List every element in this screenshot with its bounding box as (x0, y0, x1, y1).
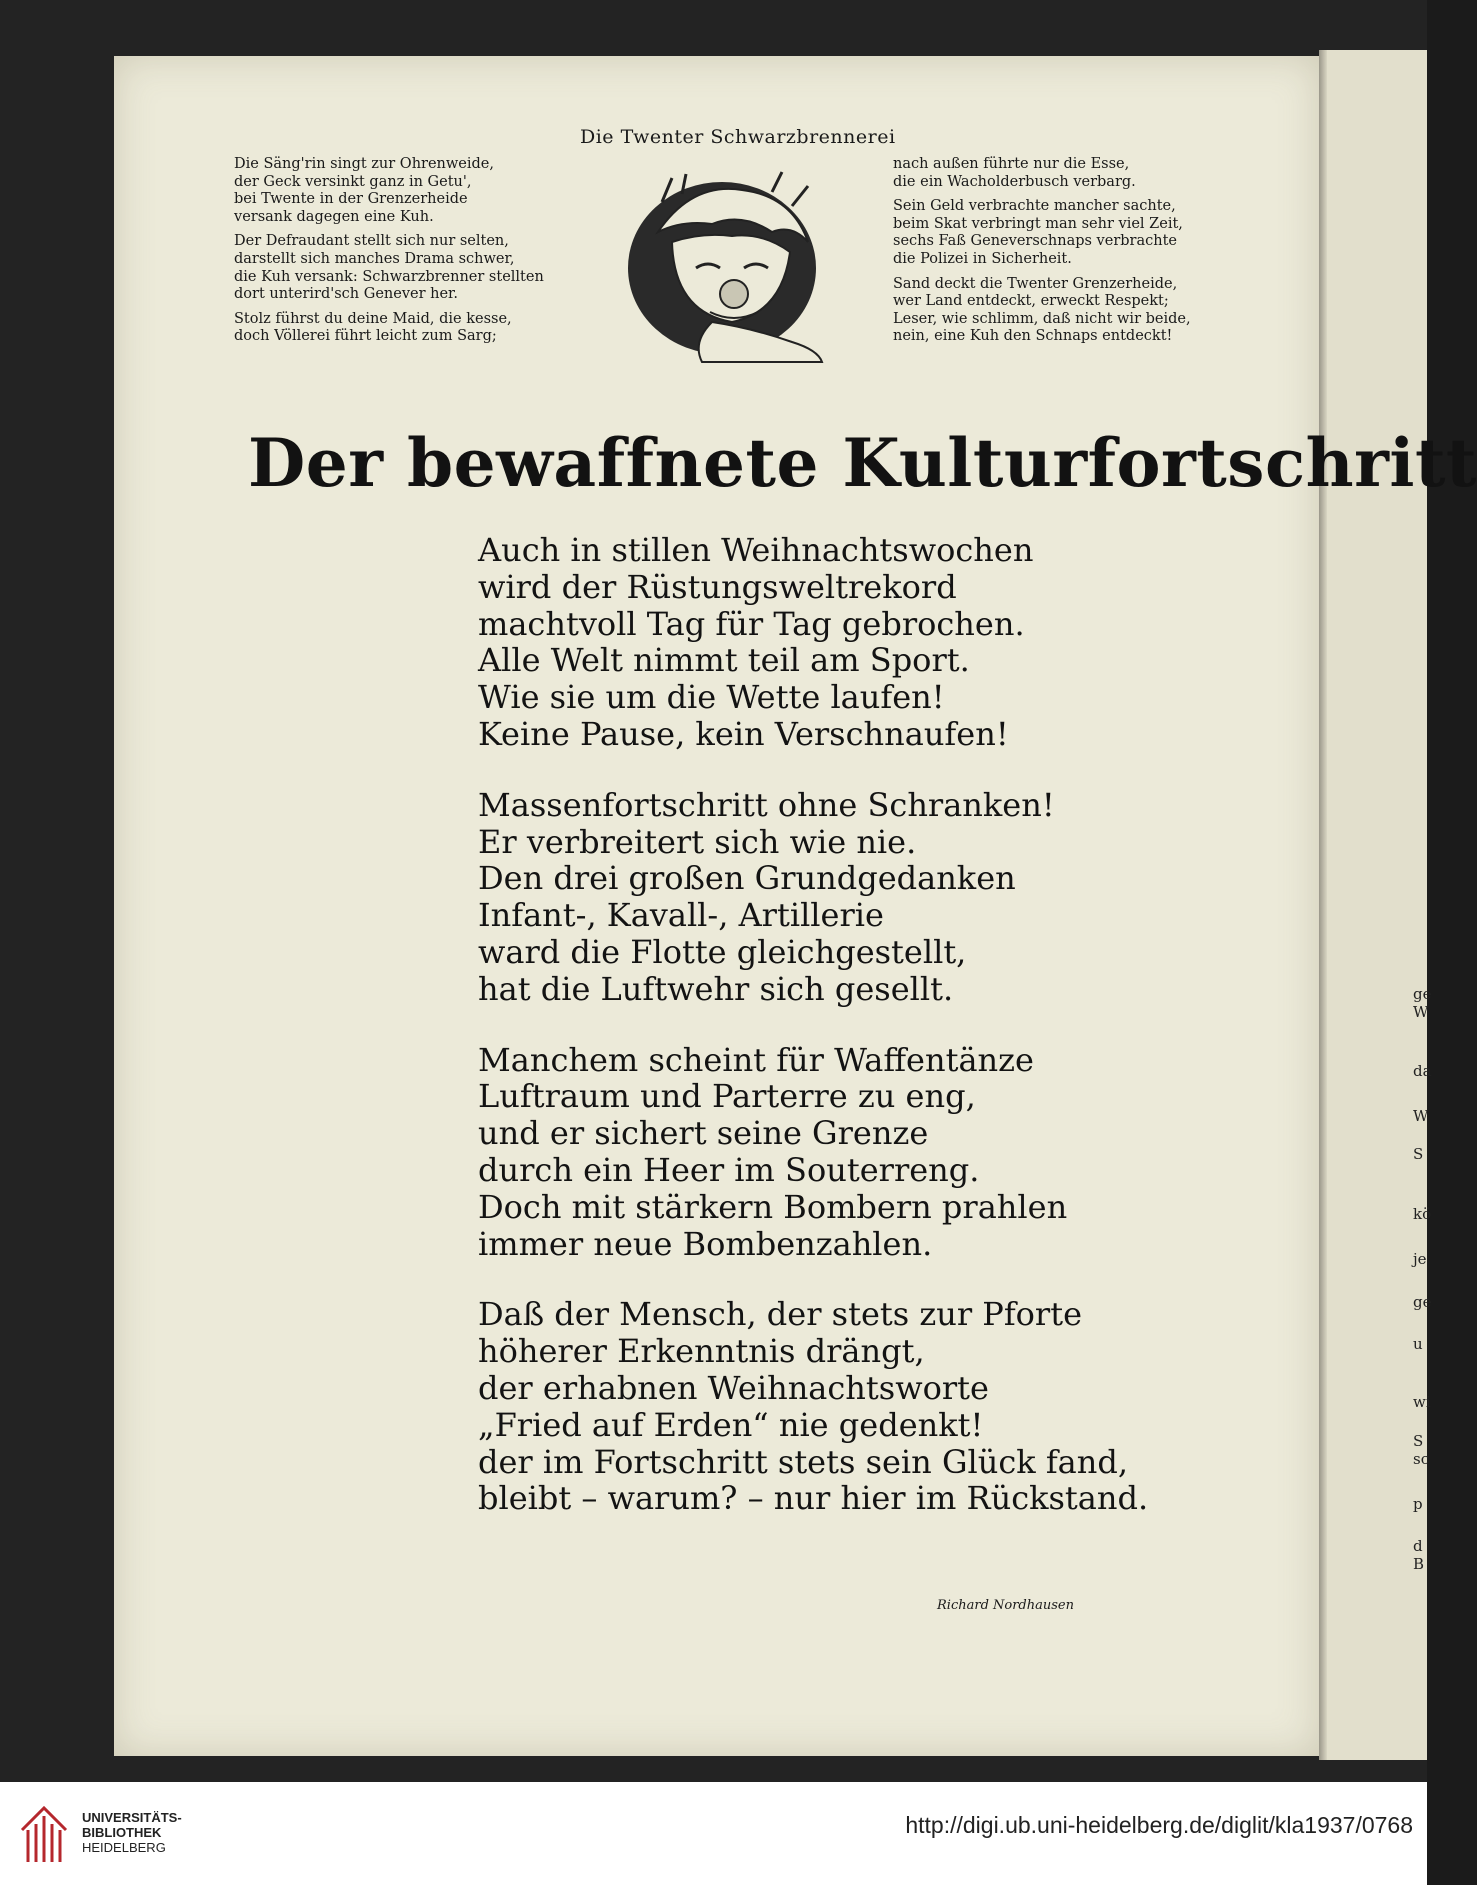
edge-text-fragment: W (1413, 1003, 1429, 1021)
author-signature: Richard Nordhausen (937, 1598, 1074, 1613)
poem-line: machtvoll Tag für Tag gebrochen. (478, 604, 1025, 643)
book-gutter (1319, 50, 1327, 1760)
poem-line: Infant-, Kavall-, Artillerie (478, 896, 884, 935)
poem-line: Keine Pause, kein Verschnaufen! (478, 714, 1009, 753)
poem-body (478, 532, 1148, 1551)
poem-line: Doch mit stärkern Bombern prahlen (478, 1187, 1068, 1226)
poem-line: Den drei großen Grundgedanken (478, 859, 1016, 898)
verse-stanza: Stolz führst du deine Maid, die kesse, doch Völlerei führt leicht zum Sarg; (234, 310, 512, 345)
poem-title: Der bewaffnete Kulturfortschritt (248, 424, 1477, 502)
poem-line: immer neue Bombenzahlen. (478, 1224, 933, 1263)
next-page-edge (1319, 50, 1430, 1760)
edge-text-fragment: ge (1413, 1293, 1432, 1311)
poem-line: Er verbreitert sich wie nie. (478, 822, 917, 861)
poem-stanza (478, 1296, 1148, 1517)
article-small-title: Die Twenter Schwarzbrennerei (580, 126, 896, 148)
edge-text-fragment: p (1413, 1495, 1423, 1513)
university-library-logo-icon (14, 1800, 74, 1870)
poem-stanza (478, 532, 1148, 753)
poem-line: der im Fortschritt stets sein Glück fand, (478, 1442, 1129, 1481)
poem-line: bleibt – warum? – nur hier im Rückstand. (478, 1479, 1149, 1518)
right-verse-column (893, 156, 1191, 353)
edge-text-fragment: je (1413, 1250, 1427, 1268)
poem-line: durch ein Heer im Souterreng. (478, 1150, 980, 1189)
poem-line: wird der Rüstungsweltrekord (478, 567, 957, 606)
poem-line: der erhabnen Weihnachtsworte (478, 1368, 989, 1407)
caricature-illustration (622, 172, 836, 364)
edge-text-fragment: ge (1413, 985, 1432, 1003)
edge-text-fragment: kö (1413, 1205, 1432, 1223)
edge-text-fragment: W (1413, 1107, 1429, 1125)
edge-text-fragment: wi (1413, 1393, 1431, 1411)
poem-line: Massenfortschritt ohne Schranken! (478, 785, 1055, 824)
edge-text-fragment: B (1413, 1555, 1425, 1573)
poem-line: und er sichert seine Grenze (478, 1114, 929, 1153)
poem-line: „Fried auf Erden“ nie gedenkt! (478, 1405, 984, 1444)
edge-text-fragment: da (1413, 1062, 1432, 1080)
edge-text-fragment: sc (1413, 1450, 1430, 1468)
poem-line: hat die Luftwehr sich gesellt. (478, 969, 954, 1008)
left-verse-column (234, 156, 544, 353)
edge-text-fragment: S (1413, 1432, 1424, 1450)
verse-stanza: Die Säng'rin singt zur Ohrenweide, der Geck versinkt ganz in Getu', bei Twente in der Grenzerheide versank dagegen eine Kuh. (234, 156, 494, 225)
poem-line: Manchem scheint für Waffentänze (478, 1040, 1034, 1079)
poem-stanza (478, 787, 1148, 1008)
library-name: UNIVERSITÄTS- BIBLIOTHEK HEIDELBERG (82, 1810, 182, 1855)
verse-stanza: Sein Geld verbrachte mancher sachte, beim Skat verbringt man sehr viel Zeit, sechs Faß Geneverschnaps verbrachte die Polizei in Sicherheit. (893, 198, 1183, 267)
verse-stanza: Sand deckt die Twenter Grenzerheide, wer Land entdeckt, erweckt Respekt; Leser, wie schlimm, daß nicht wir beide, nein, eine Kuh den Schnaps entdeckt! (893, 275, 1191, 345)
source-url-link[interactable]: http://digi.ub.uni-heidelberg.de/diglit/kla1937/0768 (905, 1812, 1413, 1838)
edge-text-fragment: u (1413, 1335, 1423, 1353)
poem-line: Daß der Mensch, der stets zur Pforte (478, 1295, 1083, 1334)
poem-line: Alle Welt nimmt teil am Sport. (478, 641, 970, 680)
poem-line: Wie sie um die Wette laufen! (478, 678, 945, 717)
poem-line: ward die Flotte gleichgestellt, (478, 932, 967, 971)
poem-stanza (478, 1042, 1148, 1263)
poem-line: höherer Erkenntnis drängt, (478, 1332, 925, 1371)
edge-text-fragment: S (1413, 1145, 1424, 1163)
poem-line: Auch in stillen Weihnachtswochen (478, 531, 1034, 569)
verse-stanza: Der Defraudant stellt sich nur selten, darstellt sich manches Drama schwer, die Kuh versank: Schwarzbrenner stellten dort unterird'sch Genever her. (234, 233, 544, 303)
poem-line: Luftraum und Parterre zu eng, (478, 1077, 976, 1116)
edge-text-fragment: d (1413, 1537, 1423, 1555)
verse-stanza: nach außen führte nur die Esse, die ein Wacholderbusch verbarg. (893, 156, 1136, 190)
